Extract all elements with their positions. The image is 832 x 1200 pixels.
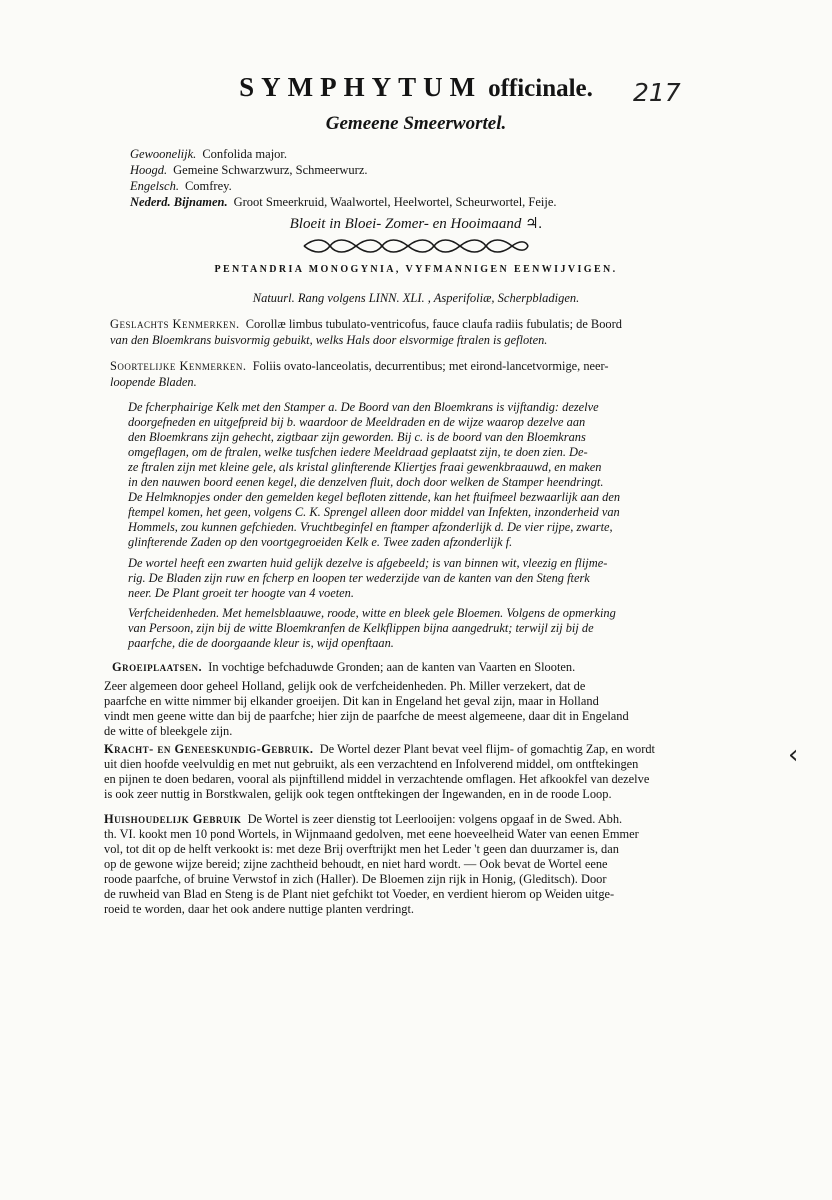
linnaean-class: PENTANDRIA MONOGYNIA, VYFMANNIGEN EENWIJVIGEN. bbox=[214, 264, 618, 275]
species-label: Soortelijke Kenmerken. bbox=[110, 359, 247, 373]
occurrence-line: paarfche en witte nimmer bij elkander groeijen. Dit kan in Engeland het geval zijn, maar in Holland bbox=[104, 694, 599, 708]
name-lang: Gewoonelijk. bbox=[130, 147, 197, 161]
desc-line: Verfcheidenheden. Met hemelsblaauwe, roode, witte en bleek gele Bloemen. Volgens de opmerking bbox=[128, 606, 616, 620]
medical-line: uit dien hoofde veelvuldig en met nut gebruikt, als een verzachtend en Infolverend middel, om ontftekingen bbox=[104, 757, 639, 771]
genus-line-2: van den Bloemkrans buisvormig gebuikt, welks Hals door elsvormige ftralen is gefloten. bbox=[110, 333, 548, 347]
household-line-1 bbox=[104, 812, 622, 828]
occurrence-line: Zeer algemeen door geheel Holland, gelijk ook de verfcheidenheden. Ph. Miller verzekert, dat de bbox=[104, 679, 586, 693]
medical-line: is ook zeer nuttig in Borstkwalen, gelijk ook tegen ontftekingen der Ingewanden, en in de roode Loop. bbox=[104, 787, 612, 801]
desc-line: in den nauwen boord eenen kegel, die denzelven fluit, doch door welken de Stamper heendringt. bbox=[128, 475, 604, 489]
occurrence-line: de witte of bleekgele zijn. bbox=[104, 724, 233, 738]
name-row-dutch bbox=[130, 195, 557, 210]
genus-label: Geslachts Kenmerken. bbox=[110, 317, 240, 331]
margin-pencil-mark: ‹ bbox=[788, 740, 799, 770]
name-lang: Engelsch. bbox=[130, 179, 179, 193]
desc-line: doorgefneden en uitgefpreid bij b. waardoor de Meeldraden en de wijze waarop dezelve aan bbox=[128, 415, 586, 429]
name-value: Gemeine Schwarzwurz, Schmeerwurz. bbox=[173, 163, 368, 177]
habitat-line bbox=[112, 660, 575, 676]
title-genus: SYMPHYTUM bbox=[239, 72, 483, 102]
medical-line-1 bbox=[104, 742, 655, 758]
desc-line: De wortel heeft een zwarten huid gelijk dezelve is afgebeeld; is van binnen wit, vleezig en flijme- bbox=[128, 556, 608, 570]
desc-line: ftempel komen, het geen, volgens C. K. Sprengel alleen door middel van Infekten, inzonderheid van bbox=[128, 505, 620, 519]
household-line: roode paarfche, of bruine Verwstof in zich (Haller). De Bloemen zijn rijk in Honig, (Gleditsch). Door bbox=[104, 872, 607, 886]
title-epithet: officinale. bbox=[488, 75, 593, 102]
household-line: op de gewone wijze bereid; zijne zachtheid behoudt, en niet hard wordt. — Ook bevat de Wortel eene bbox=[104, 857, 608, 871]
desc-line: paarfche, die de doorgaande kleur is, wijd openftaan. bbox=[128, 636, 394, 650]
name-row-german bbox=[130, 163, 368, 178]
name-row-english bbox=[130, 179, 232, 194]
name-lang: Hoogd. bbox=[130, 163, 168, 177]
desc-line: van Persoon, zijn bij de witte Bloemkranfen de Kelkflippen bijna aangedrukt; terwijl zij bij de bbox=[128, 621, 594, 635]
household-line: vol, tot dit op de helft verkookt is: met deze Brij overftrijkt men het Leder 't geen dan duurzamer is, dan bbox=[104, 842, 619, 856]
species-text: Foliis ovato-lanceolatis, decurrentibus; met eirond-lancetvormige, neer- bbox=[252, 359, 609, 373]
habitat-label: Groeiplaatsen. bbox=[112, 660, 203, 674]
desc-line: De Helmknopjes onder den gemelden kegel befloten zittende, kan het ftuifmeel bezwaarlijk aan den bbox=[128, 490, 621, 504]
desc-line: den Bloemkrans zijn gehecht, zigtbaar zijn geworden. Bij c. is de boord van den Bloemkrans bbox=[128, 430, 586, 444]
desc-line: rig. De Bladen zijn ruw en fcherp en loopen ter wederzijde van de kanten van den Steng fterk bbox=[128, 571, 590, 585]
name-row-common bbox=[130, 147, 287, 162]
desc-line: glinfterende Zaden op den voortgegroeiden Kelk e. Twee zaden afzonderlijk f. bbox=[128, 535, 513, 549]
medical-line: en pijnen te doen bedaren, vooral als pijnftillend middel in verzachtende omflagen. Het afkookfel van dezelve bbox=[104, 772, 650, 786]
handwritten-page-number: 217 bbox=[633, 78, 681, 107]
species-line-2: loopende Bladen. bbox=[110, 375, 197, 389]
page-title bbox=[0, 72, 832, 103]
household-label: Huishoudelijk Gebruik bbox=[104, 812, 242, 826]
household-line: de ruwheid van Blad en Steng is de Plant niet gefchikt tot Voeder, en verdient hierom op Weiden uitge- bbox=[104, 887, 615, 901]
species-line-1 bbox=[110, 359, 609, 375]
habitat-text: In vochtige befchaduwde Gronden; aan de kanten van Vaarten en Slooten. bbox=[208, 660, 576, 674]
household-text: De Wortel is zeer dienstig tot Leerlooijen: volgens opgaaf in de Swed. Abh. bbox=[247, 812, 623, 826]
bloom-period: Bloeit in Bloei- Zomer- en Hooimaand ♃. bbox=[289, 216, 543, 232]
name-value: Comfrey. bbox=[184, 179, 232, 193]
household-line: roeid te worden, daar het ook andere nuttige planten verdringt. bbox=[104, 902, 414, 916]
name-lang: Nederd. Bijnamen. bbox=[130, 195, 228, 209]
household-line: th. VI. kookt men 10 pond Wortels, in Wijnmaand gedolven, met eene hoeveelheid Water van eenen Emmer bbox=[104, 827, 639, 841]
genus-text: Corollæ limbus tubulato-ventricofus, fauce claufa radiis fubulatis; de Boord bbox=[245, 317, 622, 331]
occurrence-line: vindt men geene witte dan bij de paarfche; hier zijn de paarfche de meest algemeene, daar dit in Engeland bbox=[104, 709, 629, 723]
natural-rank: Natuurl. Rang volgens LINN. XLI. , Asperifoliæ, Scherpbladigen. bbox=[252, 291, 580, 305]
genus-line-1 bbox=[110, 317, 622, 333]
name-value: Confolida major. bbox=[202, 147, 288, 161]
desc-line: neer. De Plant groeit ter hoogte van 4 voeten. bbox=[128, 586, 354, 600]
desc-line: omgeflagen, om de ftralen, welke tusfchen iedere Meeldraad geplaatst zijn, te doen zien. De- bbox=[128, 445, 588, 459]
ornament-divider bbox=[300, 238, 532, 254]
desc-line: ze ftralen zijn met kleine gele, als kristal glinfterende Kliertjes fraai gewenkbraauwd, en maken bbox=[128, 460, 602, 474]
medical-text: De Wortel dezer Plant bevat veel flijm- of gomachtig Zap, en wordt bbox=[319, 742, 655, 756]
desc-line: Hommels, zou kunnen gefchieden. Vruchtbeginfel en ftamper afzonderlijk d. De vier rijpe, zwarte, bbox=[128, 520, 613, 534]
name-value: Groot Smeerkruid, Waalwortel, Heelwortel, Scheurwortel, Feije. bbox=[233, 195, 557, 209]
desc-line: De fcherphairige Kelk met den Stamper a. De Boord van den Bloemkrans is vijftandig: dezelve bbox=[128, 400, 599, 414]
page-subtitle: Gemeene Smeerwortel. bbox=[325, 113, 507, 134]
medical-label: Kracht- en Geneeskundig-Gebruik. bbox=[104, 742, 314, 756]
